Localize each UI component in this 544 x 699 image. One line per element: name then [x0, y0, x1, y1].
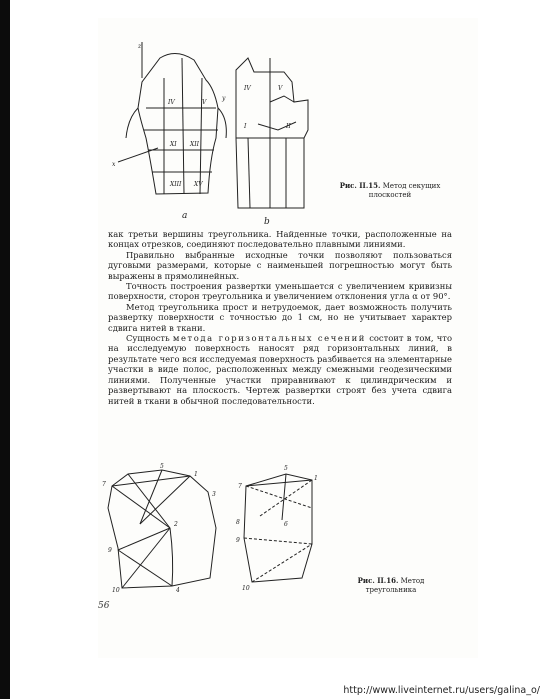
axis-label-y: y	[222, 95, 226, 102]
point-label: 4	[176, 587, 180, 594]
point-label: 7	[102, 481, 106, 488]
book-page	[98, 18, 478, 658]
point-label: 9	[108, 547, 112, 554]
point-label: 9	[236, 537, 240, 544]
point-label: 5	[284, 465, 288, 472]
region-label: V	[202, 99, 207, 106]
point-label: 7	[238, 483, 242, 490]
region-label: XV	[194, 181, 203, 188]
region-label: IV	[168, 99, 175, 106]
caption-label: Рис. II.15.	[339, 181, 381, 190]
caption-text: Метод секущих плоскостей	[368, 182, 441, 199]
axis-label-z: z	[138, 43, 142, 50]
point-label: 8	[236, 519, 240, 526]
point-label: 6	[284, 521, 288, 528]
source-url[interactable]: http://www.liveinternet.ru/users/galina_o/	[343, 685, 540, 696]
region-label: V	[278, 85, 283, 92]
region-label: I	[244, 123, 247, 130]
point-label: 3	[212, 491, 216, 498]
paragraph-start: Сущность	[126, 333, 170, 344]
caption-label: Рис. II.16.	[357, 576, 399, 585]
paragraph-rest: состоит в том, что на исследуемую поверхность наносят ряд горизонтальных линий, в результате чего вся исследуемая поверхность разбивается на элементарные участки в виде полос, расположенных между смежными геодезическими линиями. Полученные участки приравнивают к цилиндрическим и развертывают на плоскость. Чертеж развертки строят без учета сдвига нитей в ткани в обычной последовательности.	[108, 333, 452, 406]
page-number: 56	[98, 601, 110, 611]
paragraph: Правильно выбранные исходные точки позволяют пользоваться дуговыми размерами, которые с наименьшей погрешностью могут быть выражены в прямолинейных.	[108, 249, 452, 281]
region-label: XIII	[170, 181, 182, 188]
region-label: IV	[244, 85, 251, 92]
point-label: 2	[174, 521, 178, 528]
caption-text: Метод треугольника	[365, 577, 425, 594]
body-text	[108, 229, 452, 406]
figure-letter-a: а	[182, 211, 188, 221]
region-label: XII	[190, 141, 200, 148]
point-label: 1	[314, 475, 318, 482]
figure-caption-ii15	[330, 181, 450, 200]
region-label: II	[286, 123, 291, 130]
figure-caption-ii16	[336, 576, 446, 595]
method-term: метода горизонтальных сечений	[172, 333, 366, 344]
point-label: 10	[112, 587, 120, 594]
point-label: 10	[242, 585, 250, 592]
paragraph: как третьи вершины треугольника. Найденные точки, расположенные на концах отрезков, соединяют последовательно плавными линиями.	[108, 229, 452, 250]
point-label: 5	[160, 463, 164, 470]
point-label: 1	[194, 471, 198, 478]
paragraph: Точность построения развертки уменьшается с увеличением кривизны поверхности, сторон треугольника и увеличением отклонения угла α от 90°.	[108, 281, 452, 302]
axis-label-x: x	[112, 161, 116, 168]
figure-letter-b: b	[264, 217, 270, 227]
paragraph: Метод треугольника прост и нетрудоемок, дает возможность получить развертку поверхности с точностью до 1 см, но не учитывает характер сдвига нитей в ткани.	[108, 301, 452, 333]
region-label: XI	[170, 141, 177, 148]
scan-edge-shadow	[0, 0, 10, 699]
paragraph	[108, 333, 452, 406]
